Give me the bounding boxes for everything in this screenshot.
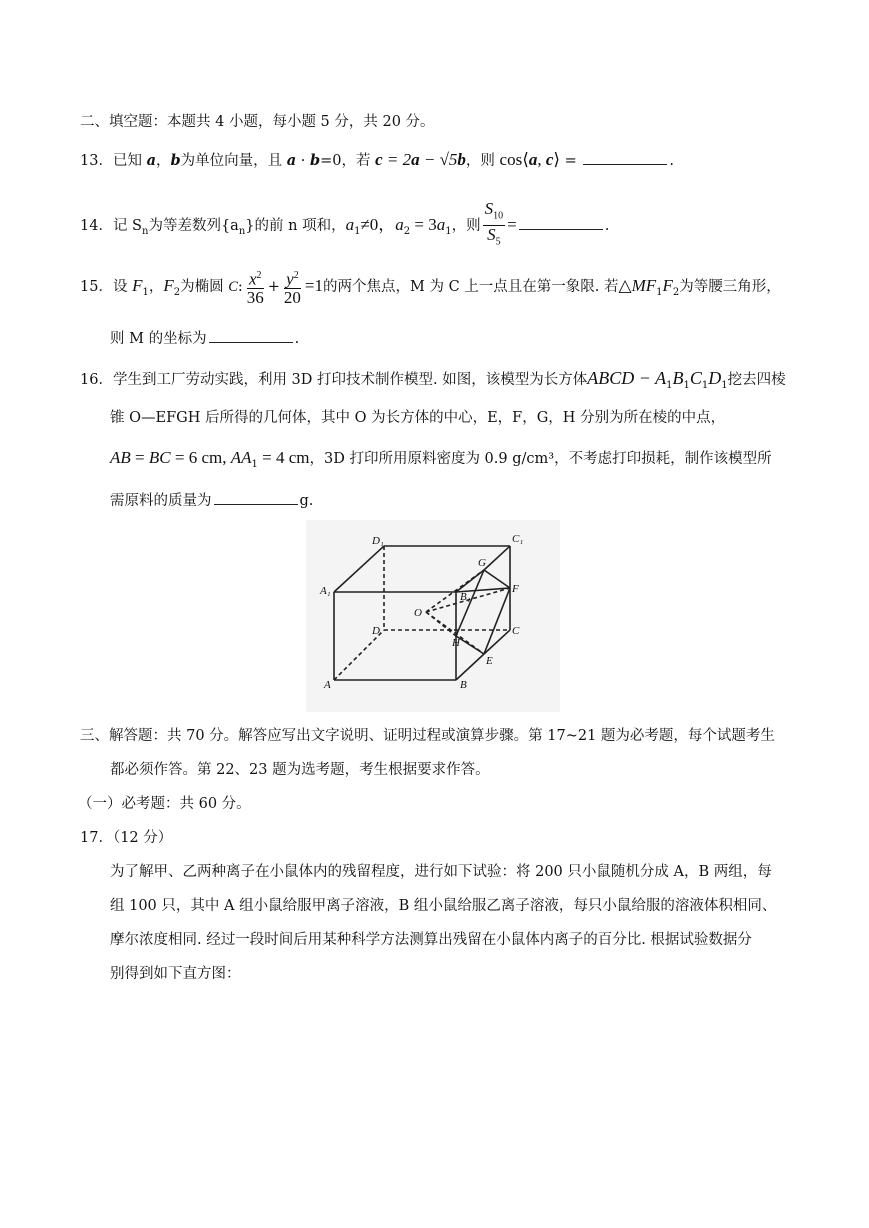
q14-number: 14． xyxy=(80,217,113,234)
label-f: F xyxy=(512,583,519,595)
label-g: G xyxy=(478,557,486,569)
label-a: A xyxy=(324,679,331,691)
question-16-line-4: 需原料的质量为 g. xyxy=(110,490,313,511)
label-d1: D₁ xyxy=(372,535,384,547)
question-17-line-2: 组 100 只，其中 A 组小鼠给服甲离子溶液，B 组小鼠给服乙离子溶液，每只小鼠给服的溶液体积相同、 xyxy=(110,898,777,914)
q13-number: 13． xyxy=(80,153,113,169)
label-h: H xyxy=(452,637,460,649)
q15-answer-blank[interactable] xyxy=(209,328,293,343)
question-16-line-2: 锥 O—EFGH 后所得的几何体，其中 O 为长方体的中心，E，F，G，H 分别为所在棱的中点， xyxy=(110,410,726,426)
edge-o-h xyxy=(426,612,456,636)
question-15-line-2: 则 M 的坐标为 . xyxy=(110,328,299,349)
cuboid-figure xyxy=(306,520,560,712)
label-b1: B₁ xyxy=(460,591,471,603)
question-17-line-4: 别得到如下直方图： xyxy=(110,966,241,982)
edge-a1-d1 xyxy=(334,546,384,592)
q14-answer-blank[interactable] xyxy=(519,215,603,230)
edge-b-e xyxy=(456,654,484,680)
q15-number: 15． xyxy=(80,279,113,295)
section-2-header: 二、填空题：本题共 4 小题，每小题 5 分，共 20 分。 xyxy=(80,114,435,130)
q16-answer-blank[interactable] xyxy=(214,490,298,505)
question-15: 15．设 $F_1$，$F_2$为椭圆 C: $\frac{x^2}{36}$ + $\frac{y^2}{20}$ =1的两个焦点，M 为 C 上一点且在第一象限. 若$\triangle MF_1F_2$为等腰三角形， xyxy=(80,266,781,313)
edge-g-f xyxy=(484,570,510,588)
edge-c1-g xyxy=(484,546,510,570)
question-17-line-1: 为了解甲、乙两种离子在小鼠体内的残留程度，进行如下试验：将 200 只小鼠随机分成 A，B 两组，每 xyxy=(110,864,772,880)
question-16-line-3: AB = BC = 6 cm, $AA_1 = 4$ cm，3D 打印所用原料密度为 0.9 g/cm³，不考虑打印损耗，制作该模型所 xyxy=(110,448,772,470)
cuboid-diagram xyxy=(306,520,560,712)
label-e: E xyxy=(486,655,493,667)
label-b: B xyxy=(460,679,467,691)
question-17-line-3: 摩尔浓度相同. 经过一段时间后用某种科学方法测算出残留在小鼠体内离子的百分比. 根据试验数据分 xyxy=(110,932,752,948)
question-17-number: 17．（12 分） xyxy=(80,830,173,846)
q13-answer-blank[interactable] xyxy=(583,150,667,165)
label-c: C xyxy=(512,625,520,637)
label-a1: A₁ xyxy=(320,585,331,597)
label-o: O xyxy=(414,607,422,619)
edge-f-e xyxy=(484,588,510,654)
section-3-header: 三、解答题：共 70 分。解答应写出文字说明、证明过程或演算步骤。第 17~21 题为必考题，每个试题考生 xyxy=(80,728,775,744)
label-c1: C₁ xyxy=(512,533,524,545)
question-16: 16．学生到工厂劳动实践，利用 3D 打印技术制作模型. 如图，该模型为长方体ABCD − $A_1B_1C_1D_1$挖去四棱 xyxy=(80,368,786,391)
q16-number: 16． xyxy=(80,372,113,388)
question-14: 14．记 $S_n$为等差数列$\{a_n\}$的前 n 项和，$a_1\ne 0$，$a_2 = 3a_1$，则 $\frac{S_{10}}{S_5}$ = . xyxy=(80,199,610,248)
label-d: D xyxy=(372,625,380,637)
edge-a-d xyxy=(334,630,384,680)
question-13: 13．已知 a，b为单位向量，且 a · b=0，若 c = 2a − √5b，则 cos⟨a, c⟩ = . xyxy=(80,150,674,169)
section-3-header-line-2: 都必须作答。第 22、23 题为选考题，考生根据要求作答。 xyxy=(110,762,490,778)
subsection-required: （一）必考题：共 60 分。 xyxy=(78,796,251,812)
